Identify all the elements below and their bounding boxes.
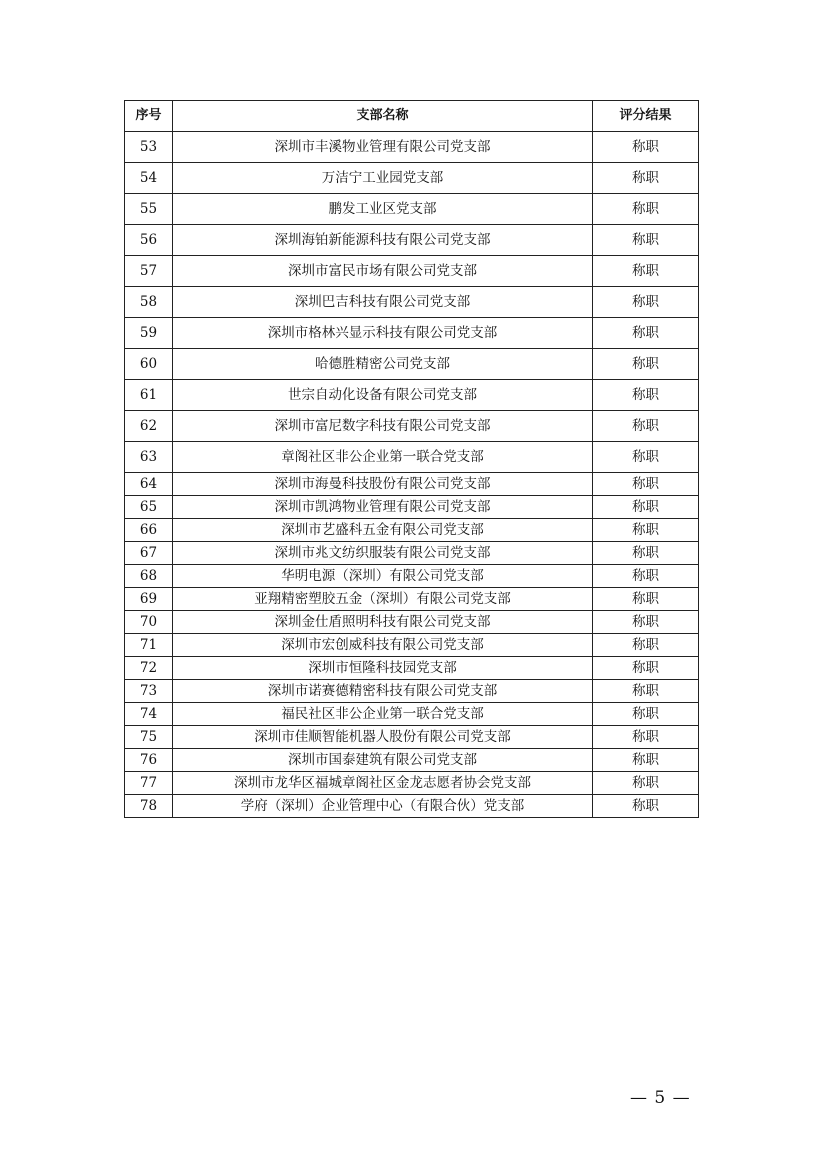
header-branch-name: 支部名称 xyxy=(173,101,593,132)
table-row xyxy=(125,163,699,194)
cell-branch-name: 鹏发工业区党支部 xyxy=(173,194,593,225)
cell-seq: 69 xyxy=(125,588,173,611)
cell-seq: 64 xyxy=(125,473,173,496)
cell-result: 称职 xyxy=(593,473,699,496)
cell-result: 称职 xyxy=(593,634,699,657)
cell-seq: 75 xyxy=(125,726,173,749)
cell-seq: 68 xyxy=(125,565,173,588)
cell-result: 称职 xyxy=(593,611,699,634)
cell-seq: 54 xyxy=(125,163,173,194)
cell-seq: 74 xyxy=(125,703,173,726)
cell-seq: 55 xyxy=(125,194,173,225)
cell-branch-name: 深圳市格林兴显示科技有限公司党支部 xyxy=(173,318,593,349)
table-row xyxy=(125,749,699,772)
cell-result: 称职 xyxy=(593,287,699,318)
table-row xyxy=(125,380,699,411)
cell-result: 称职 xyxy=(593,680,699,703)
cell-branch-name: 亚翔精密塑胶五金（深圳）有限公司党支部 xyxy=(173,588,593,611)
table-header-row xyxy=(125,101,699,132)
cell-branch-name: 世宗自动化设备有限公司党支部 xyxy=(173,380,593,411)
cell-branch-name: 深圳市艺盛科五金有限公司党支部 xyxy=(173,519,593,542)
cell-branch-name: 深圳市丰溪物业管理有限公司党支部 xyxy=(173,132,593,163)
cell-branch-name: 章阁社区非公企业第一联合党支部 xyxy=(173,442,593,473)
cell-result: 称职 xyxy=(593,411,699,442)
cell-seq: 70 xyxy=(125,611,173,634)
table-row xyxy=(125,611,699,634)
table-row xyxy=(125,634,699,657)
table-row xyxy=(125,703,699,726)
cell-result: 称职 xyxy=(593,380,699,411)
cell-result: 称职 xyxy=(593,318,699,349)
cell-branch-name: 深圳市诺赛德精密科技有限公司党支部 xyxy=(173,680,593,703)
cell-branch-name: 深圳市兆文纺织服装有限公司党支部 xyxy=(173,542,593,565)
cell-seq: 59 xyxy=(125,318,173,349)
cell-result: 称职 xyxy=(593,132,699,163)
page-number: — 5 — xyxy=(630,1088,691,1108)
table-row xyxy=(125,772,699,795)
cell-result: 称职 xyxy=(593,542,699,565)
cell-result: 称职 xyxy=(593,496,699,519)
cell-seq: 76 xyxy=(125,749,173,772)
cell-seq: 61 xyxy=(125,380,173,411)
table-row xyxy=(125,287,699,318)
cell-seq: 77 xyxy=(125,772,173,795)
cell-branch-name: 福民社区非公企业第一联合党支部 xyxy=(173,703,593,726)
cell-branch-name: 深圳市龙华区福城章阁社区金龙志愿者协会党支部 xyxy=(173,772,593,795)
cell-branch-name: 深圳市富尼数字科技有限公司党支部 xyxy=(173,411,593,442)
cell-result: 称职 xyxy=(593,772,699,795)
cell-seq: 56 xyxy=(125,225,173,256)
table-row xyxy=(125,795,699,818)
cell-branch-name: 深圳市国泰建筑有限公司党支部 xyxy=(173,749,593,772)
cell-result: 称职 xyxy=(593,194,699,225)
table-row xyxy=(125,496,699,519)
cell-result: 称职 xyxy=(593,726,699,749)
table-row xyxy=(125,411,699,442)
cell-branch-name: 哈德胜精密公司党支部 xyxy=(173,349,593,380)
table-row xyxy=(125,318,699,349)
table-row xyxy=(125,256,699,287)
cell-seq: 62 xyxy=(125,411,173,442)
evaluation-table xyxy=(124,100,699,818)
cell-branch-name: 深圳金仕盾照明科技有限公司党支部 xyxy=(173,611,593,634)
header-seq: 序号 xyxy=(125,101,173,132)
cell-seq: 72 xyxy=(125,657,173,680)
cell-result: 称职 xyxy=(593,795,699,818)
cell-result: 称职 xyxy=(593,588,699,611)
cell-result: 称职 xyxy=(593,749,699,772)
cell-branch-name: 深圳市佳顺智能机器人股份有限公司党支部 xyxy=(173,726,593,749)
cell-result: 称职 xyxy=(593,442,699,473)
header-result: 评分结果 xyxy=(593,101,699,132)
cell-branch-name: 深圳海铂新能源科技有限公司党支部 xyxy=(173,225,593,256)
cell-seq: 78 xyxy=(125,795,173,818)
cell-result: 称职 xyxy=(593,519,699,542)
cell-seq: 53 xyxy=(125,132,173,163)
cell-result: 称职 xyxy=(593,225,699,256)
cell-branch-name: 华明电源（深圳）有限公司党支部 xyxy=(173,565,593,588)
cell-branch-name: 深圳市凯鸿物业管理有限公司党支部 xyxy=(173,496,593,519)
cell-seq: 71 xyxy=(125,634,173,657)
cell-result: 称职 xyxy=(593,657,699,680)
cell-result: 称职 xyxy=(593,565,699,588)
cell-result: 称职 xyxy=(593,163,699,194)
table-row xyxy=(125,442,699,473)
table-row xyxy=(125,565,699,588)
table-row xyxy=(125,519,699,542)
table-row xyxy=(125,194,699,225)
cell-result: 称职 xyxy=(593,703,699,726)
cell-branch-name: 深圳市宏创威科技有限公司党支部 xyxy=(173,634,593,657)
table-row xyxy=(125,680,699,703)
cell-seq: 57 xyxy=(125,256,173,287)
cell-seq: 63 xyxy=(125,442,173,473)
cell-seq: 67 xyxy=(125,542,173,565)
table-row xyxy=(125,225,699,256)
table-body xyxy=(125,132,699,818)
table-row xyxy=(125,588,699,611)
table-row xyxy=(125,349,699,380)
cell-branch-name: 深圳市海曼科技股份有限公司党支部 xyxy=(173,473,593,496)
cell-result: 称职 xyxy=(593,256,699,287)
cell-seq: 66 xyxy=(125,519,173,542)
cell-result: 称职 xyxy=(593,349,699,380)
table-row xyxy=(125,542,699,565)
cell-branch-name: 深圳市富民市场有限公司党支部 xyxy=(173,256,593,287)
cell-seq: 58 xyxy=(125,287,173,318)
cell-branch-name: 深圳巴吉科技有限公司党支部 xyxy=(173,287,593,318)
table-row xyxy=(125,657,699,680)
table-row xyxy=(125,473,699,496)
cell-branch-name: 万洁宁工业园党支部 xyxy=(173,163,593,194)
cell-branch-name: 学府（深圳）企业管理中心（有限合伙）党支部 xyxy=(173,795,593,818)
cell-seq: 73 xyxy=(125,680,173,703)
cell-seq: 60 xyxy=(125,349,173,380)
table-row xyxy=(125,726,699,749)
table-row xyxy=(125,132,699,163)
cell-branch-name: 深圳市恒隆科技园党支部 xyxy=(173,657,593,680)
cell-seq: 65 xyxy=(125,496,173,519)
